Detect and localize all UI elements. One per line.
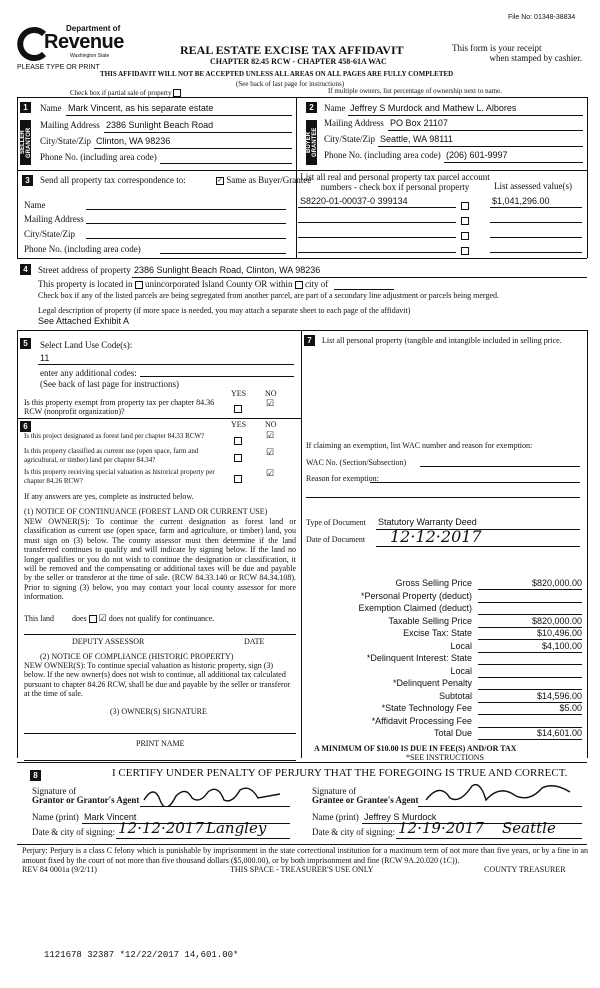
seller-phone-field[interactable]	[160, 163, 292, 164]
grantee-sig-label-1: Signature of	[312, 786, 357, 796]
section-2-number: 2	[306, 102, 317, 113]
continuance-line: This land does ☑ does not qualify for continuance.	[24, 613, 215, 623]
tax-row	[302, 616, 586, 629]
buyer-phone-label: Phone No. (including area code)	[324, 150, 441, 160]
correspondence-city-label: City/State/Zip	[24, 229, 75, 239]
legal-description[interactable]: See Attached Exhibit A	[38, 316, 130, 326]
correspondence-name-field[interactable]	[86, 209, 286, 210]
notice-compliance-title: (2) NOTICE OF COMPLIANCE (HISTORIC PROPERTY)	[40, 652, 234, 661]
segregation-text: Check box if any of the listed parcels are being segregated from another parcel, are part of a secondary line adjustment or parcels being merged.	[38, 291, 499, 300]
seller-city-label: City/State/Zip	[40, 136, 91, 146]
grantor-name-label: Name (print)	[32, 812, 79, 822]
warning-text: THIS AFFIDAVIT WILL NOT BE ACCEPTED UNLESS ALL AREAS ON ALL PAGES ARE FULLY COMPLETED	[100, 70, 454, 78]
buyer-city-label: City/State/Zip	[324, 134, 375, 144]
section-5-number: 5	[20, 338, 31, 349]
historic-no-checkbox[interactable]: ☑	[266, 468, 275, 478]
tax-row-value[interactable]: $10,496.00	[478, 628, 582, 640]
print-name-line[interactable]	[24, 760, 296, 761]
buyer-city[interactable]: Seattle, WA 98111	[380, 134, 453, 144]
minimum-fee-note: A MINIMUM OF $10.00 IS DUE IN FEE(S) AND/OR TAX	[314, 744, 517, 753]
wac-field[interactable]	[420, 466, 580, 467]
tax-row-value[interactable]: $14,596.00	[478, 691, 582, 703]
county-treasurer-label: COUNTY TREASURER	[484, 865, 566, 874]
parcel-number-1[interactable]: S8220-01-00037-0 399134	[300, 196, 408, 206]
treasurer-stamp: 1121678 32387 *12/22/2017 14,601.00*	[44, 950, 239, 960]
unincorporated-checkbox[interactable]	[135, 281, 143, 289]
tax-row-value[interactable]: $4,100.00	[478, 641, 582, 653]
tax-row-value[interactable]: $820,000.00	[478, 578, 582, 590]
street-label: Street address of property	[38, 265, 131, 275]
correspondence-phone-label: Phone No. (including area code)	[24, 244, 141, 254]
personal-property-label: List all personal property (tangible and intangible included in selling price.	[322, 336, 562, 345]
tax-row-value[interactable]	[478, 678, 582, 690]
receipt-note-2: when stamped by cashier.	[489, 53, 582, 63]
tax-row-label: *State Technology Fee	[381, 703, 472, 713]
assessed-header: List assessed value(s)	[494, 181, 572, 191]
buyer-mailing-label: Mailing Address	[324, 118, 384, 128]
tax-row	[302, 716, 586, 729]
buyer-name[interactable]: Jeffrey S Murdock and Mathew L. Albores	[350, 103, 517, 113]
doc-type[interactable]: Statutory Warranty Deed	[378, 517, 477, 527]
grantee-date[interactable]: 12·19·2017	[398, 819, 484, 837]
doc-date-label: Date of Document	[306, 535, 366, 544]
grantor-sig-label-2: Grantor or Grantor's Agent	[32, 795, 140, 805]
tax-row-value[interactable]	[478, 653, 582, 665]
section-8-number: 8	[30, 770, 41, 781]
owner-signature-line[interactable]	[24, 733, 296, 734]
logo-dept-text: Department of	[66, 24, 121, 33]
form-subtitle: CHAPTER 82.45 RCW - CHAPTER 458-61A WAC	[210, 57, 387, 66]
grantee-name-label: Name (print)	[312, 812, 359, 822]
multiple-owners-note: If multiple owners, list percentage of ownership next to name.	[328, 87, 502, 95]
same-as-buyer: ✓ Same as Buyer/Grantee	[217, 175, 312, 185]
forest-question: Is this project designated as forest land per chapter 84.33 RCW?	[24, 432, 205, 440]
wac-label: WAC No. (Section/Subsection)	[306, 458, 407, 467]
exempt-no-checkbox[interactable]: ☑	[266, 398, 275, 408]
buyer-mailing[interactable]: PO Box 21107	[390, 118, 448, 128]
does-qualify-checkbox[interactable]	[89, 615, 97, 623]
s6-no-header: NO	[265, 420, 277, 429]
forest-yes-checkbox[interactable]	[234, 432, 242, 450]
grantee-name[interactable]: Jeffrey S Murdock	[364, 812, 437, 822]
historic-question: Is this property receiving special valuation as historical property per chapter 84.26 RCW?	[24, 468, 215, 485]
dor-logo	[14, 22, 124, 64]
notice-continuance-body: NEW OWNER(S): To continue the current designation as forest land or classification as current use (open space, farm and agriculture, or timber) land, you must sign on (3) below. The county assessor must then determine if the land transferred continues to qualify and will indicate by signing below. If the land no longer qualifies or you do not wish to continue the designation or classification, it will be removed and the compensating or additional taxes will be due and payable by the seller or transferor at the time of sale. (RCW 84.33.140 or RCW 84.34.108). Prior to signing (3) below, you may contact your local county assessor for more information.	[24, 517, 296, 602]
seller-name[interactable]: Mark Vincent, as his separate estate	[68, 103, 214, 113]
please-type: PLEASE TYPE OR PRINT	[17, 64, 100, 71]
tax-row	[302, 728, 586, 741]
parcel-4-personal-checkbox[interactable]	[461, 242, 469, 260]
grantee-city[interactable]: Seattle	[502, 819, 556, 837]
tax-row	[302, 578, 586, 591]
legal-label: Legal description of property (if more space is needed, you may attach a separate sheet to each page of the affidavit)	[38, 306, 411, 315]
tax-row-label: *Affidavit Processing Fee	[371, 715, 472, 726]
tax-row-label: Excise Tax: State	[403, 628, 472, 638]
grantee-signature[interactable]	[420, 778, 580, 806]
grantor-city[interactable]: Langley	[206, 819, 267, 837]
tax-row-label: Local	[450, 665, 472, 676]
correspondence-name-label: Name	[24, 200, 46, 210]
tax-row	[302, 603, 586, 616]
tax-row-value[interactable]	[478, 603, 582, 615]
forest-no-checkbox[interactable]: ☑	[266, 430, 275, 440]
buyer-name-label: Name	[324, 103, 346, 113]
form-title: REAL ESTATE EXCISE TAX AFFIDAVIT	[180, 43, 404, 57]
tax-row-label: *Personal Property (deduct)	[360, 590, 472, 601]
tax-row-value[interactable]	[478, 591, 582, 603]
correspondence-mailing-label: Mailing Address	[24, 214, 84, 224]
s5-no-header: NO	[265, 389, 277, 398]
tax-correspondence-label: Send all property tax correspondence to:	[40, 175, 186, 185]
certify-statement: I CERTIFY UNDER PENALTY OF PERJURY THAT THE FOREGOING IS TRUE AND CORRECT.	[112, 767, 568, 779]
tax-row-value[interactable]: $5.00	[478, 703, 582, 715]
tax-row	[302, 628, 586, 641]
seller-mailing-label: Mailing Address	[40, 120, 100, 130]
tax-row-label: Gross Selling Price	[395, 578, 472, 588]
owner-signature-label: (3) OWNER(S) SIGNATURE	[110, 707, 207, 716]
see-back-text: (See back of last page for instructions)	[236, 80, 345, 88]
tax-row-label: Exemption Claimed (deduct)	[358, 603, 472, 613]
any-yes-note: If any answers are yes, complete as instructed below.	[24, 492, 194, 501]
tax-row-label: Taxable Selling Price	[388, 615, 472, 626]
land-use-code[interactable]: 11	[40, 353, 50, 363]
doc-date[interactable]: 12·12·2017	[390, 527, 482, 546]
logo-state-text: Washington State	[70, 53, 110, 59]
doc-type-label: Type of Document	[306, 518, 366, 527]
buyer-tab: BUYER GRANTEE	[306, 120, 317, 165]
exempt-yes-checkbox[interactable]	[234, 400, 242, 418]
buyer-phone[interactable]: (206) 601-9997	[446, 150, 508, 160]
tax-row	[302, 641, 586, 654]
seller-tab: SELLER GRANTOR	[20, 120, 31, 165]
s5-yes-header: YES	[231, 389, 247, 398]
reason-field[interactable]	[370, 482, 580, 483]
seller-mailing[interactable]: 2386 Sunlight Beach Road	[106, 120, 214, 130]
logo-revenue-text: Revenue	[44, 31, 124, 53]
grantor-date[interactable]: 12·12·2017	[118, 819, 204, 837]
grantor-signature[interactable]	[140, 782, 290, 806]
tax-row-value[interactable]	[478, 666, 582, 678]
seller-name-label: Name	[40, 103, 62, 113]
treasurer-space-label: THIS SPACE - TREASURER'S USE ONLY	[230, 865, 374, 874]
same-as-buyer-checkbox[interactable]: ✓	[217, 175, 223, 184]
file-number: File No: 01348-38834	[508, 14, 576, 21]
receipt-note-1: This form is your receipt	[452, 43, 542, 53]
correspondence-city-field[interactable]	[86, 238, 286, 239]
additional-codes-label: enter any additional codes:	[40, 368, 137, 378]
within-city-checkbox[interactable]	[295, 281, 303, 289]
partial-sale-label: Check box if partial sale of property	[70, 89, 181, 97]
deputy-assessor-label: DEPUTY ASSESSOR	[72, 637, 145, 646]
exempt-question: Is this property exempt from property tax per chapter 84.36 RCW (nonprofit organization)?	[24, 398, 215, 416]
section-4-number: 4	[20, 264, 31, 275]
land-use-see-back: (See back of last page for instructions)	[40, 379, 179, 389]
section-7-number: 7	[304, 335, 315, 346]
tax-row-value[interactable]	[478, 716, 582, 728]
correspondence-phone-field[interactable]	[160, 253, 286, 254]
exemption-label: If claiming an exemption, list WAC number and reason for exemption:	[306, 441, 533, 450]
s6-yes-header: YES	[231, 420, 247, 429]
assessed-value-1[interactable]: $1,041,296.00	[492, 196, 550, 206]
tax-row-label: *Delinquent Penalty	[392, 678, 472, 688]
form-revision: REV 84 0001a (9/2/11)	[22, 865, 97, 874]
location-line: This property is located in unincorporated Island County OR within city of	[38, 279, 329, 289]
tax-row	[302, 703, 586, 716]
tax-row	[302, 678, 586, 691]
tax-row-label: Local	[450, 640, 472, 651]
tax-row-value[interactable]: $14,601.00	[478, 728, 582, 740]
additional-codes-field[interactable]	[140, 376, 294, 377]
section-6-number: 6	[20, 421, 31, 432]
current-use-no-checkbox[interactable]: ☑	[266, 447, 275, 457]
notice-compliance-body: NEW OWNER(S): To continue special valuation as historic property, sign (3) below. If the new owner(s) does not wish to continue, all additional tax calculated pursuant to chapter 84.26 RCW, shall be due and payable by the seller or transferor at the time of sale.	[24, 661, 291, 699]
section-3-number: 3	[22, 175, 33, 186]
grantee-sig-label-2: Grantee or Grantee's Agent	[312, 795, 419, 805]
print-name-label: PRINT NAME	[136, 739, 185, 748]
grantor-sig-label-1: Signature of	[32, 786, 77, 796]
tax-row-label: *Delinquent Interest: State	[366, 653, 472, 663]
city-of-field[interactable]	[334, 289, 394, 290]
land-use-label: Select Land Use Code(s):	[40, 340, 133, 350]
tax-row	[302, 691, 586, 704]
parcel-header: List all real and personal property tax parcel account numbers - check box if personal property	[300, 172, 490, 192]
tax-row	[302, 666, 586, 679]
current-use-yes-checkbox[interactable]	[234, 449, 242, 467]
grantee-date-label: Date & city of signing:	[312, 827, 395, 837]
street-address[interactable]: 2386 Sunlight Beach Road, Clinton, WA 98236	[134, 265, 321, 275]
perjury-statement: Perjury: Perjury is a class C felony which is punishable by imprisonment in the state correctional institution for a maximum term of not more than five years, or by a fine in an amount fixed by the court of not more than five thousand dollars ($5,000.00), or by both imprisonment and fine (RCW 9A.20.020 (1C)).	[22, 846, 588, 865]
notice-continuance-title: (1) NOTICE OF CONTINUANCE (FOREST LAND OR CURRENT USE)	[24, 507, 268, 516]
current-use-question: Is this property classified as current use (open space, farm and agricultural, or timber) land per chapter 84.34?	[24, 447, 199, 464]
grantor-name[interactable]: Mark Vincent	[84, 812, 137, 822]
tax-row	[302, 591, 586, 604]
deputy-date-label: DATE	[244, 637, 265, 646]
see-instructions-note: *SEE INSTRUCTIONS	[406, 753, 485, 762]
correspondence-mailing-field[interactable]	[86, 223, 286, 224]
grantor-date-label: Date & city of signing:	[32, 827, 115, 837]
section-1-number: 1	[20, 102, 31, 113]
tax-row-value[interactable]: $820,000.00	[478, 616, 582, 628]
tax-row-label: Subtotal	[438, 690, 472, 701]
seller-phone-label: Phone No. (including area code)	[40, 152, 157, 162]
does-not-qualify-checkbox[interactable]: ☑	[98, 613, 107, 623]
tax-row-label: Total Due	[433, 728, 472, 738]
reason-label: Reason for exemption:	[306, 474, 379, 483]
seller-city[interactable]: Clinton, WA 98236	[96, 136, 171, 146]
tax-row	[302, 653, 586, 666]
historic-yes-checkbox[interactable]	[234, 470, 242, 488]
